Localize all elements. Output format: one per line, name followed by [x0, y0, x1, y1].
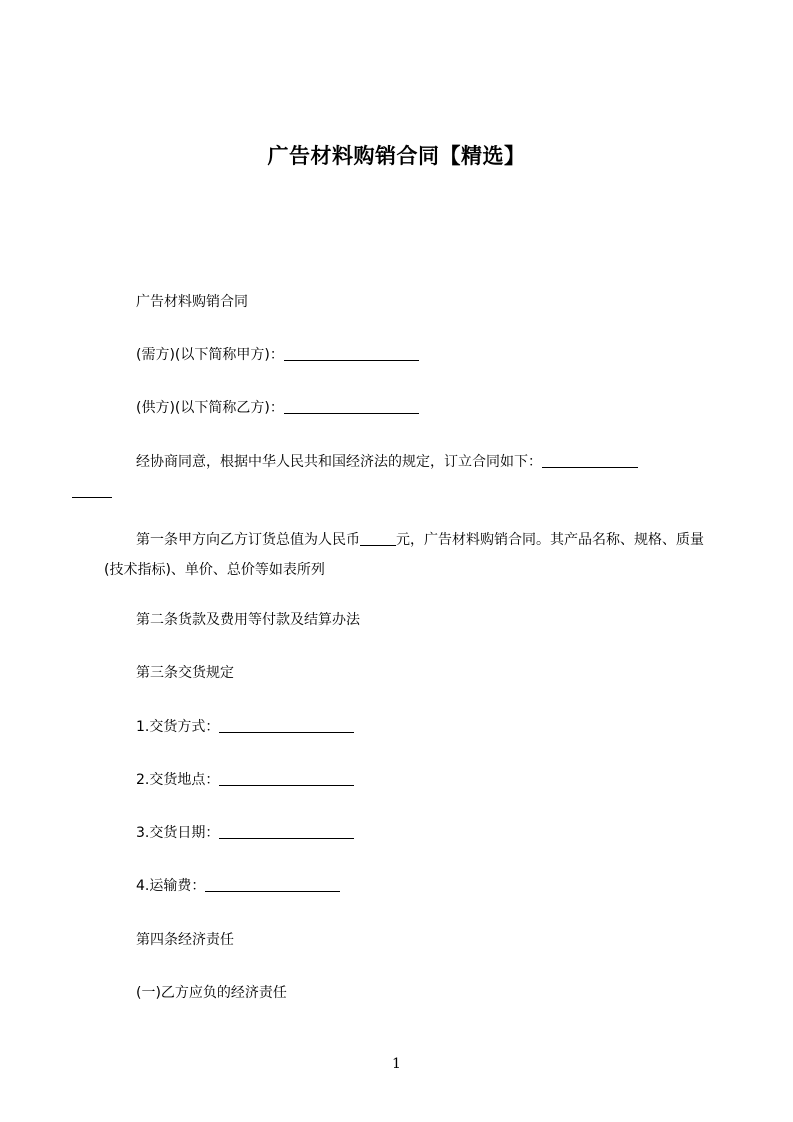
paragraph-delivery-method [104, 712, 704, 742]
paragraph-party-b [104, 393, 704, 423]
fill-blank[interactable] [205, 877, 340, 892]
fill-blank[interactable] [284, 399, 419, 414]
fill-blank[interactable] [72, 483, 112, 498]
paragraph-text: 第一条甲方向乙方订货总值为人民币 [136, 532, 360, 548]
paragraph-delivery-place [104, 765, 704, 795]
paragraph-freight [104, 871, 704, 901]
fill-blank[interactable] [542, 453, 638, 468]
paragraph-article-4 [104, 925, 704, 955]
paragraph-delivery-date [104, 818, 704, 848]
paragraph-text: 3.交货日期： [136, 825, 220, 841]
paragraph-text: 第二条货款及费用等付款及结算办法 [136, 612, 360, 628]
paragraph-text: 广告材料购销合同 [136, 294, 248, 310]
paragraph-agreement [104, 447, 704, 507]
paragraph-text: 2.交货地点： [136, 772, 220, 788]
fill-blank[interactable] [219, 718, 354, 733]
paragraph-text: 元，广告材料购销合同。其产品名称、规格、质量(技术指标)、单价、总价等如表所列 [104, 532, 704, 578]
paragraph-text: (供方)(以下简称乙方)： [136, 400, 284, 416]
fill-blank[interactable] [219, 824, 354, 839]
paragraph-text: (一)乙方应负的经济责任 [136, 985, 287, 1001]
paragraph-text: 1.交货方式： [136, 719, 220, 735]
document-title: 广告材料购销合同【精选】 [267, 144, 526, 168]
paragraph-article-2 [104, 605, 704, 635]
paragraph-text: (需方)(以下简称甲方)： [136, 347, 284, 363]
paragraph-text: 第四条经济责任 [136, 932, 234, 948]
paragraph-supplier-liability [104, 978, 704, 1008]
fill-blank[interactable] [360, 531, 396, 546]
fill-blank[interactable] [284, 346, 419, 361]
paragraph-heading [104, 287, 704, 317]
paragraph-text: 经协商同意，根据中华人民共和国经济法的规定，订立合同如下： [136, 454, 542, 470]
paragraph-text: 4.运输费： [136, 878, 206, 894]
paragraph-article-1 [104, 525, 704, 585]
paragraph-party-a [104, 340, 704, 370]
page-number: 1 [392, 1056, 401, 1072]
paragraph-text: 第三条交货规定 [136, 665, 234, 681]
fill-blank[interactable] [219, 771, 354, 786]
paragraph-article-3 [104, 658, 704, 688]
